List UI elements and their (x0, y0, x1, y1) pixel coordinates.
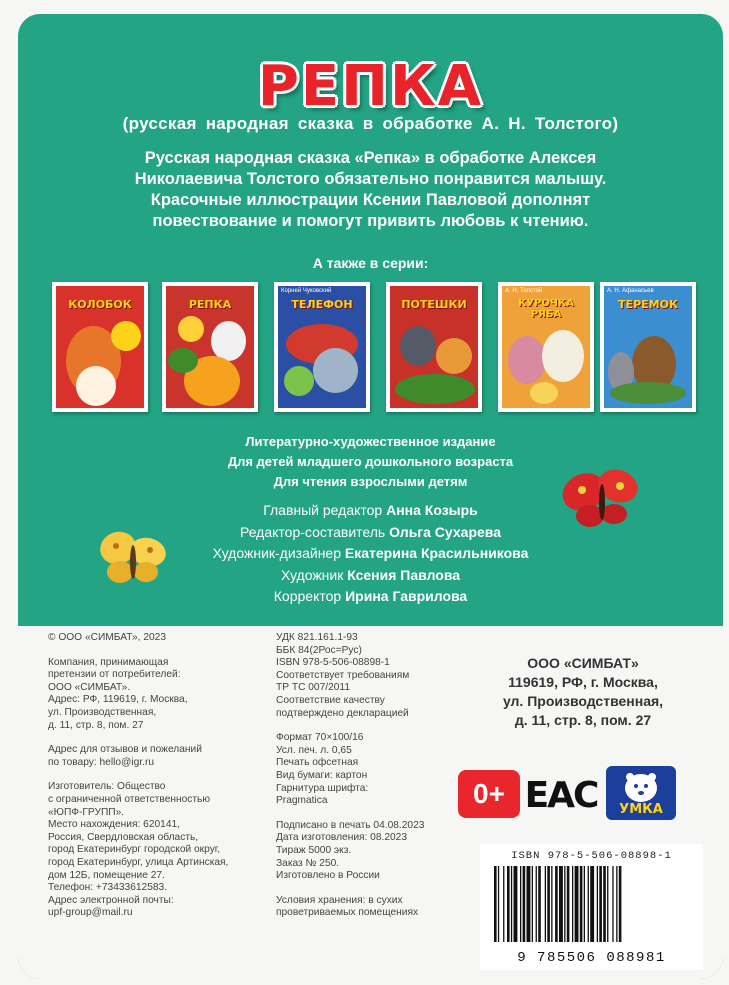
leaves-illustration (168, 348, 198, 373)
crocodile-illustration (284, 366, 314, 396)
printing-line: Дата изготовления: 08.2023 (276, 832, 408, 844)
printing-line: Заказ № 250. (276, 857, 340, 869)
barcode-bar (590, 866, 594, 942)
barcode-bar (616, 866, 617, 942)
series-book-title: РЕПКА (188, 298, 232, 311)
classification-line: ISBN 978-5-506-08898-1 (276, 657, 390, 669)
printing-line: Подписано в печать 04.08.2023 (276, 819, 425, 831)
classification-line: ТР ТС 007/2011 (276, 682, 350, 694)
barcode-bar (538, 866, 541, 942)
isbn-barcode (480, 844, 703, 970)
cat-illustration (400, 326, 436, 366)
barcode-bar (588, 866, 589, 942)
manufacturer-line: Телефон: +73433612583. (48, 882, 168, 894)
barcode-bar (545, 866, 546, 942)
manufacturer-line: город Екатеринбург, улица Артинская, (48, 856, 229, 868)
claims-line: д. 11, стр. 8, пом. 27 (48, 719, 144, 731)
format-line: Формат 70×100/16 (276, 732, 364, 744)
barcode-bar (555, 866, 558, 942)
series-book-poteshki (386, 282, 482, 412)
publisher-line: ул. Производственная, (502, 693, 664, 709)
series-book-title: ТЕЛЕФОН (291, 298, 353, 311)
barcode-bar (514, 866, 518, 942)
description-line: Николаевича Толстого обязательно понравится малышу. (134, 170, 607, 188)
barcode-bar (612, 866, 613, 942)
barcode-bar (572, 866, 573, 942)
barcode-bar (503, 866, 504, 942)
format-line: Гарнитура шрифта: (276, 782, 369, 794)
book-description (68, 148, 673, 232)
book-cover-art (390, 286, 478, 408)
barcode-bar (507, 866, 510, 942)
claims-line: Адрес: РФ, 119619, г. Москва, (48, 694, 188, 706)
book-cover-art (502, 286, 590, 408)
barcode-digits: 9 785506 088981 (517, 950, 666, 966)
barcode-bar (551, 866, 552, 942)
barcode-bar (607, 866, 608, 942)
manufacturer-line: дом 12Б, помещение 27. (48, 869, 165, 881)
credit-role: Художник (280, 566, 344, 583)
series-book-kurochka-ryaba (498, 282, 594, 412)
series-book-title: КУРОЧКА РЯБА (518, 298, 574, 320)
barcode-bar (580, 866, 583, 942)
credit-name: Анна Козырь (386, 502, 478, 518)
book-cover-art (604, 286, 692, 408)
feedback-line: Адрес для отзывов и пожеланий (48, 744, 202, 756)
printing-line: Изготовлено в России (276, 870, 380, 882)
manufacturer-line: Изготовитель: Общество (48, 781, 166, 793)
barcode-bar (511, 866, 512, 942)
barcode-bar (619, 866, 622, 942)
imprint-left-column (48, 632, 278, 920)
publisher-address (443, 654, 723, 730)
barcode-bar (597, 866, 598, 942)
series-books (52, 282, 696, 416)
credit-role: Главный редактор (263, 502, 383, 518)
claims-line: Компания, принимающая (48, 656, 169, 668)
classification-line: Соответствие качеству (276, 694, 385, 706)
barcode-bar (547, 866, 550, 942)
series-book-kolobok (52, 282, 148, 412)
series-book-title: КОЛОБОК (68, 298, 132, 311)
golden-egg-illustration (530, 382, 558, 404)
publisher-line: 119619, РФ, г. Москва, (508, 674, 658, 690)
book-cover-art (166, 286, 254, 408)
series-book-title: ТЕРЕМОК (618, 298, 678, 311)
description-line: Красочные иллюстрации Ксении Павловой дополнят (150, 191, 591, 209)
manufacturer-line: Россия, Свердловская область, (48, 831, 199, 843)
format-line: Печать офсетная (276, 757, 359, 769)
barcode-bar (532, 866, 533, 942)
grass-illustration (395, 374, 475, 404)
sunflower-illustration (178, 316, 204, 342)
barcode-bar (536, 866, 537, 942)
description-line: Русская народная сказка «Репка» в обработке Алексея (144, 149, 597, 167)
credit-name: Ксения Павлова (347, 566, 461, 583)
credit-role: Корректор (273, 588, 342, 604)
classification-line: Соответствует требованиям (276, 669, 410, 681)
barcode-bar (567, 866, 570, 942)
classification-line: УДК 821.161.1-93 (276, 632, 358, 643)
eac-certification-icon: EAC (524, 774, 598, 816)
format-line: Усл. печ. л. 0,65 (276, 744, 352, 756)
grandmother-illustration (508, 336, 546, 384)
format-line: Вид бумаги: картон (276, 769, 368, 781)
series-book-teremok (600, 282, 696, 412)
edition-line: Для чтения взрослыми детям (273, 474, 468, 489)
series-book-author: А. Н. Толстой (505, 288, 543, 294)
series-book-author: А. Н. Афанасьев (607, 288, 654, 294)
credit-name: Ирина Гаврилова (345, 588, 468, 604)
umka-logo (606, 766, 676, 820)
series-book-title: ПОТЕШКИ (401, 298, 467, 311)
barcode-bar (559, 866, 563, 942)
fox-chest-illustration (76, 366, 116, 406)
format-line: Pragmatica (276, 795, 328, 807)
description-line: повествование и помогут привить любовь к чтению. (152, 212, 589, 230)
umka-logo-text: УМКА (619, 802, 663, 817)
feedback-line: по товару: hello@igr.ru (48, 756, 155, 768)
storage-line: проветриваемых помещениях (276, 907, 419, 919)
publisher-line: д. 11, стр. 8, пом. 27 (514, 712, 652, 728)
series-book-telefon (274, 282, 370, 412)
credit-role: Редактор-составитель (239, 523, 386, 540)
edition-line: Литературно-художественное издание (245, 434, 496, 449)
storage-line: Условия хранения: в сухих (276, 894, 403, 906)
book-subtitle: (русская народная сказка в обработке А. Н. Толстого) (122, 114, 619, 133)
manufacturer-line: upf-group@mail.ru (48, 907, 133, 919)
yellow-butterfly-icon (98, 526, 170, 594)
book-back-cover (18, 14, 723, 979)
book-title: РЕПКА (257, 54, 484, 119)
barcode-bar (575, 866, 579, 942)
imprint-middle-column (276, 632, 466, 920)
barcode-bar (520, 866, 521, 942)
barcode-bar (603, 866, 606, 942)
printing-line: Тираж 5000 экз. (276, 844, 352, 856)
book-cover-art (278, 286, 366, 408)
age-rating-badge: 0+ (458, 770, 520, 818)
series-label: А также в серии: (312, 255, 429, 271)
classification-line: ББК 84(2Рос=Рус) (276, 644, 362, 656)
credit-role: Художник-дизайнер (212, 545, 341, 561)
manufacturer-line: город Екатеринбург городской округ, (48, 844, 221, 856)
series-book-repka (162, 282, 258, 412)
barcode-bar (584, 866, 585, 942)
manufacturer-line: с ограниченной ответственностью (48, 793, 210, 805)
barcode-bar (494, 866, 497, 942)
manufacturer-line: Место нахождения: 620141, (48, 819, 180, 831)
grandfather-illustration (542, 330, 584, 382)
red-butterfly-icon (562, 466, 642, 538)
edition-line: Для детей младшего дошкольного возраста (227, 454, 514, 469)
manufacturer-line: «ЮПФ-ГРУПП». (48, 806, 125, 818)
classification-line: подтверждено декларацией (276, 707, 409, 719)
claims-line: ООО «СИМБАТ». (48, 681, 131, 693)
elephant-illustration (313, 348, 358, 393)
grandfather-illustration (211, 321, 246, 361)
claims-line: претензии от потребителей: (48, 669, 181, 681)
credit-name: Ольга Сухарева (389, 523, 501, 540)
fox-kid-illustration (436, 338, 472, 374)
barcode-bar (498, 866, 499, 942)
barcode-bar (523, 866, 526, 942)
isbn-label: ISBN 978-5-506-08898-1 (511, 850, 672, 862)
copyright: © ООО «СИМБАТ», 2023 (48, 632, 166, 643)
kolobok-illustration (111, 321, 141, 351)
grass-illustration (610, 382, 686, 404)
barcode-bars (490, 866, 693, 944)
credit-name: Екатерина Красильникова (344, 545, 529, 561)
barcode-bar (564, 866, 565, 942)
book-cover-art (56, 286, 144, 408)
manufacturer-line: Адрес электронной почты: (48, 894, 174, 906)
publisher-line: ООО «СИМБАТ» (527, 655, 639, 671)
barcode-bar (599, 866, 602, 942)
barcode-bar (527, 866, 531, 942)
claims-line: ул. Производственная, (48, 706, 157, 718)
series-book-author: Корней Чуковский (281, 288, 332, 294)
